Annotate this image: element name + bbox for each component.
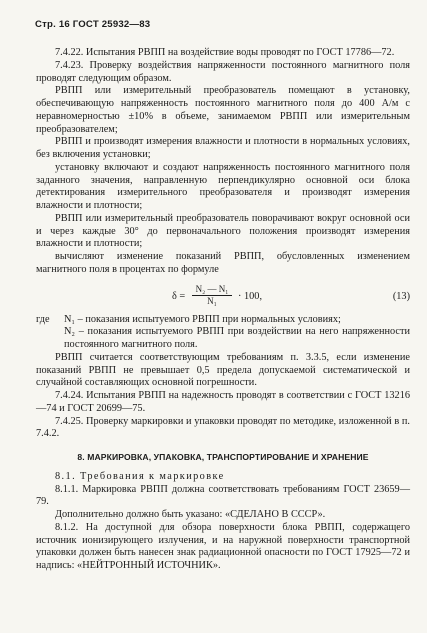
section-heading: 8. МАРКИРОВКА, УПАКОВКА, ТРАНСПОРТИРОВАНИЕ И ХРАНЕНИЕ — [77, 452, 369, 462]
paragraph: вычисляют изменение показаний РВПП, обусловленных изменением магнитного поля в процентах по формуле — [36, 251, 410, 275]
subsection-title: 8.1. Требования к маркировке — [55, 470, 225, 482]
formula-rhs: · 100, — [238, 290, 263, 302]
paragraph: 8.1.1. Маркировка РВПП должна соответствовать требованиям ГОСТ 23659—79. — [36, 483, 410, 508]
formula-legend — [36, 314, 410, 352]
formula-numerator: N₂ — N₁ — [192, 284, 232, 296]
paragraph: РВПП или измерительный преобразователь поворачивают вокруг основной оси и через каждые 30° до первоначального положения производят измерения влажности и плотности; — [36, 212, 410, 250]
formula-lhs: δ = — [172, 290, 186, 302]
paragraph: Дополнительно должно быть указано: «СДЕЛАНО В СССР». — [55, 509, 326, 520]
legend-n2: N₂ – показания испытуемого РВПП при воздействии на него напряженности постоянного магнитного поля. — [64, 326, 410, 350]
paragraph: 7.4.24. Испытания РВПП на надежность проводят в соответствии с ГОСТ 13216—74 и ГОСТ 20699—75. — [36, 390, 410, 414]
paragraph: 7.4.23. Проверку воздействия напряженности постоянного магнитного поля проводят следующим образом. — [36, 59, 410, 84]
formula-denominator: N₁ — [207, 295, 217, 306]
paragraph: 7.4.25. Проверку маркировки и упаковки проводят по методике, изложенной в п. 7.4.2. — [36, 415, 410, 440]
paragraph: установку включают и создают напряженность постоянного магнитного поля заданного значения, направленную перпендикулярно основной оси блока детектирования измерительного преобразователя и производят измерения влажности и плотности; — [36, 161, 410, 211]
page-header: Стр. 16 ГОСТ 25932—83 — [35, 19, 151, 30]
legend-n1: N₁ – показания испытуемого РВПП при нормальных условиях; — [64, 313, 341, 325]
page-content — [36, 47, 410, 573]
paragraph: 8.1.2. На доступной для обзора поверхности блока РВПП, содержащего источник ионизирующего излучения, и на наружной поверхности транспортной упаковки должен быть нанесен знак радиационной опасности по ГОСТ 17925—72 и надпись: «НЕЙТРОННЫЙ ИСТОЧНИК». — [36, 521, 410, 571]
paragraph: РВПП или измерительный преобразователь помещают в установку, обеспечивающую напряженность постоянного магнитного поля до 400 А/м с неравномерностью ±10% в объеме, занимаемом РВПП или измерительным преобразователем; — [36, 85, 410, 135]
paragraph: РВПП и производят измерения влажности и плотности в нормальных условиях, без включения установки; — [36, 136, 410, 160]
paragraph: 7.4.22. Испытания РВПП на воздействие воды проводят по ГОСТ 17786—72. — [55, 47, 395, 58]
paragraph: РВПП считается соответствующим требованиям п. 3.3.5, если изменение показаний РВПП не превышает 0,5 предела допускаемой систематической и случайной составляющих основной погрешности. — [36, 351, 410, 389]
formula-number: (13) — [392, 290, 410, 302]
where-label: где — [36, 313, 50, 325]
formula-fraction — [192, 284, 232, 307]
formula-13 — [36, 284, 410, 310]
